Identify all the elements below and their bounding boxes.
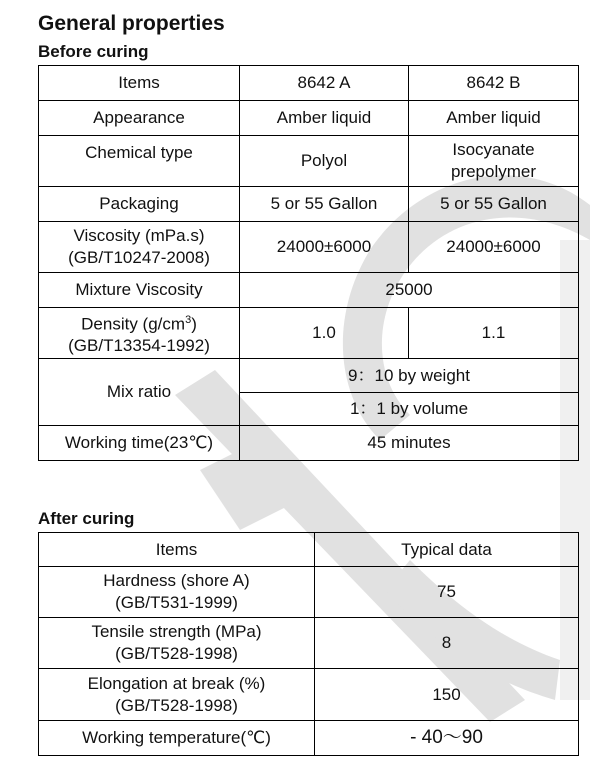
table-row [39,669,579,721]
chemical-type-b [409,136,579,187]
viscosity-a: 24000±6000 [240,222,409,273]
before-curing-table [38,65,579,461]
working-time-value: 45 minutes [240,426,579,461]
appearance-label: Appearance [39,101,240,136]
working-temperature-label: Working temperature(℃) [39,721,315,756]
density-b: 1.1 [409,308,579,359]
table-row [39,618,579,669]
tensile-strength-value: 8 [315,618,579,669]
after-header-items: Items [39,533,315,567]
after-curing-table [38,532,579,756]
table-row [39,359,579,393]
appearance-a: Amber liquid [240,101,409,136]
mix-ratio-weight: 9：10 by weight [240,359,579,393]
density-label [39,308,240,359]
chemical-type-b-line1: Isocyanate [452,140,535,159]
mix-ratio-volume: 1：1 by volume [240,393,579,426]
viscosity-label [39,222,240,273]
after-header-typical-data: Typical data [315,533,579,567]
chemical-type-a: Polyol [240,136,409,187]
density-label-line1 [43,309,235,336]
table-row [39,187,579,222]
viscosity-label-line1: Viscosity (mPa.s) [73,226,205,245]
viscosity-b: 24000±6000 [409,222,579,273]
table-row [39,222,579,273]
density-label-sup: 3 [185,313,192,326]
working-temperature-value: - 40～90 [315,721,579,756]
tensile-strength-label [39,618,315,669]
packaging-label: Packaging [39,187,240,222]
table-row [39,308,579,359]
elongation-label [39,669,315,721]
mixture-viscosity-value: 25000 [240,273,579,308]
header-items: Items [39,66,240,101]
before-curing-heading: Before curing [38,42,149,61]
table-row [39,101,579,136]
tensile-strength-label-line1: Tensile strength (MPa) [91,622,262,641]
header-8642a: 8642 A [240,66,409,101]
elongation-label-line1: Elongation at break (%) [87,673,266,693]
table-row [39,721,579,756]
page-title: General properties [38,12,225,35]
elongation-label-line2: (GB/T528-1998) [115,695,238,715]
table-row [39,567,579,618]
packaging-b: 5 or 55 Gallon [409,187,579,222]
viscosity-label-line2: (GB/T10247-2008) [68,248,210,267]
packaging-a: 5 or 55 Gallon [240,187,409,222]
density-a: 1.0 [240,308,409,359]
after-curing-heading: After curing [38,509,135,528]
header-8642b: 8642 B [409,66,579,101]
table-row [39,273,579,308]
density-label-pre: Density (g/cm [81,314,186,334]
mixture-viscosity-label: Mixture Viscosity [39,273,240,308]
table-header-row [39,533,579,567]
hardness-label [39,567,315,618]
working-time-label: Working time(23℃) [39,426,240,461]
table-row [39,426,579,461]
appearance-b: Amber liquid [409,101,579,136]
mix-ratio-label: Mix ratio [39,359,240,426]
hardness-label-line2: (GB/T531-1999) [115,593,238,612]
chemical-type-b-line2: prepolymer [450,162,537,181]
chemical-type-label: Chemical type [39,136,240,187]
table-header-row [39,66,579,101]
density-label-post: ) [191,314,197,334]
hardness-label-line1: Hardness (shore A) [103,571,250,590]
elongation-value: 150 [315,669,579,721]
tensile-strength-label-line2: (GB/T528-1998) [115,644,238,663]
table-row [39,136,579,187]
hardness-value: 75 [315,567,579,618]
density-label-line2: (GB/T13354-1992) [68,336,210,356]
